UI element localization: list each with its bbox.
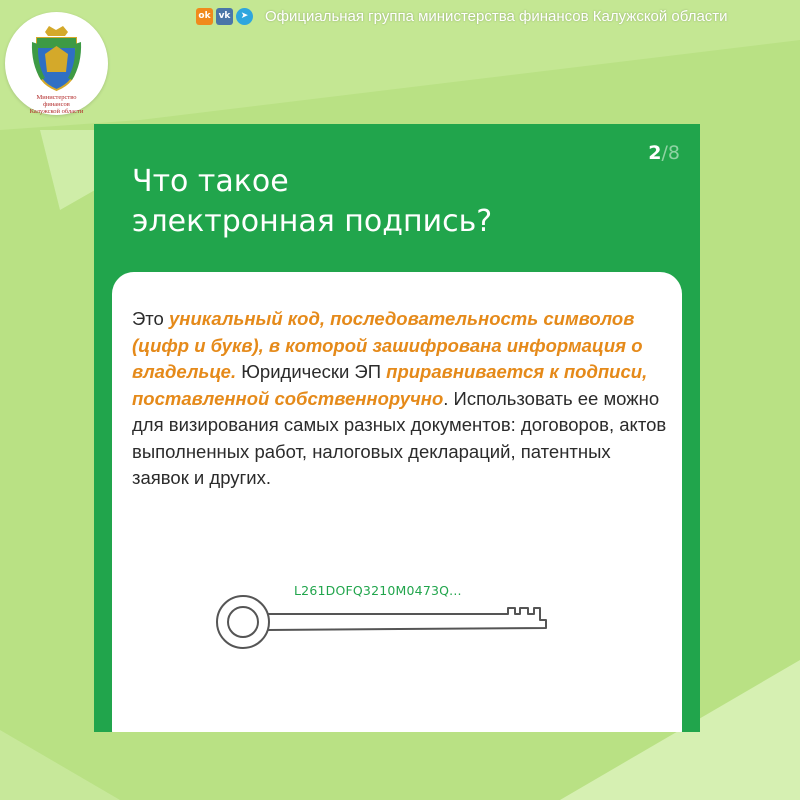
definition-paragraph xyxy=(132,306,672,492)
top-bar xyxy=(196,4,728,28)
key-code: L261DOFQ3210M0473Q... xyxy=(294,583,462,598)
text-plain-3: . Использовать ее можно для визирования самых разных документов: договоров, актов выполненных работ, налоговых деклараций, патентных заявок и других. xyxy=(132,387,667,488)
page-current: 2 xyxy=(648,142,662,164)
social-icons xyxy=(196,8,253,25)
logo-line-3: Калужской области xyxy=(29,108,84,115)
vk-icon[interactable]: vk xyxy=(216,8,233,25)
text-plain-2: Юридически ЭП xyxy=(236,361,387,382)
title-line-1: Что такое xyxy=(132,164,289,199)
key-icon xyxy=(212,592,552,652)
text-plain-1: Это xyxy=(132,308,169,329)
bg-light-wedge-bottom-left xyxy=(0,730,120,800)
group-title: Официальная группа министерства финансов Калужской области xyxy=(265,7,728,25)
text-highlight-1: уникальный код, последовательность символов (цифр и букв), в которой зашифрована информация о владельце. xyxy=(132,308,643,382)
coat-of-arms-icon xyxy=(31,24,82,92)
telegram-icon[interactable]: ➤ xyxy=(236,8,253,25)
ministry-logo xyxy=(5,12,108,115)
logo-line-2: финансов xyxy=(43,101,70,108)
text-highlight-2: приравнивается к подписи, поставленной собственноручно xyxy=(132,361,648,409)
logo-line-1: Министерство xyxy=(36,94,77,101)
page-total: /8 xyxy=(661,142,680,164)
slide-card xyxy=(94,124,700,732)
page-indicator xyxy=(648,142,680,164)
slide-title xyxy=(132,162,492,242)
logo-caption xyxy=(5,94,108,115)
content-panel xyxy=(112,272,682,732)
title-line-2: электронная подпись? xyxy=(132,204,493,239)
odnoklassniki-icon[interactable]: ok xyxy=(196,8,213,25)
